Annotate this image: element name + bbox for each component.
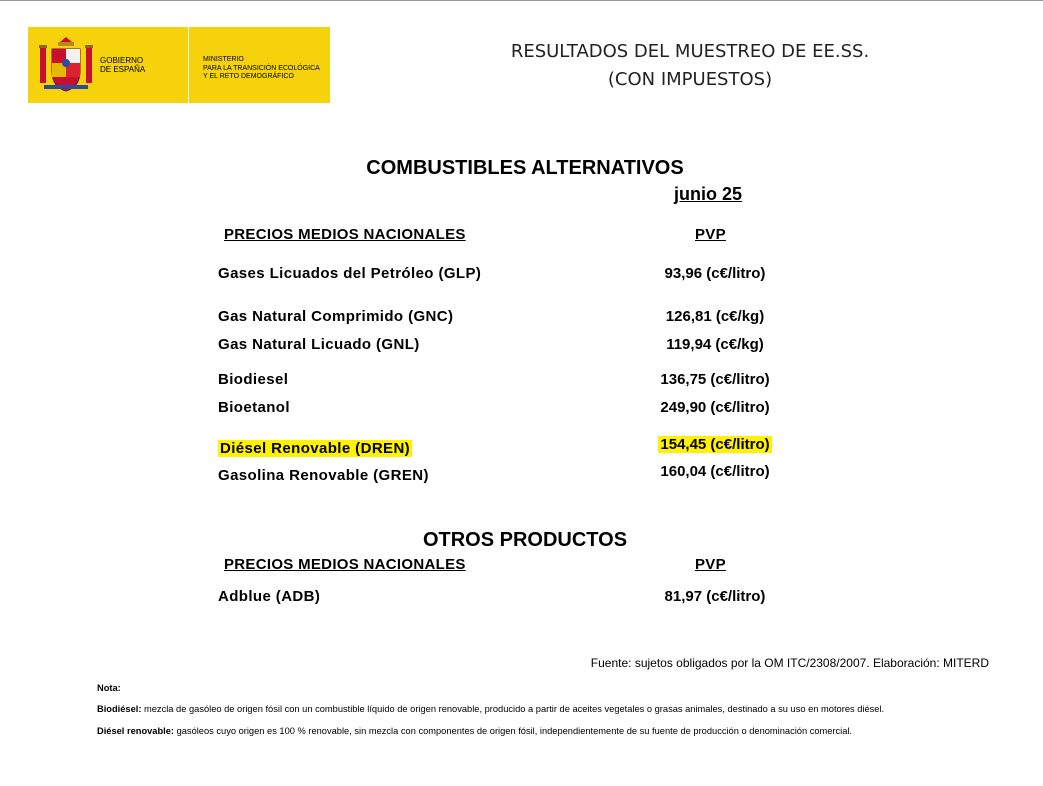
row-biodiesel-value: 136,75 (c€/litro) bbox=[660, 371, 770, 388]
row-dren-value-highlight: 154,45 (c€/litro) bbox=[660, 436, 770, 453]
report-title: RESULTADOS DEL MUESTREO DE EE.SS. bbox=[510, 41, 870, 62]
note-dren bbox=[97, 726, 852, 736]
government-text bbox=[100, 56, 145, 74]
row-adblue-label: Adblue (ADB) bbox=[218, 588, 321, 605]
note-title-text: Nota: bbox=[97, 683, 121, 693]
row-adblue-value: 81,97 (c€/litro) bbox=[664, 588, 766, 605]
row-biodiesel-label: Biodiesel bbox=[218, 371, 289, 388]
row-glp-label: Gases Licuados del Petróleo (GLP) bbox=[218, 265, 482, 282]
otros-col-pvp: PVP bbox=[695, 556, 726, 573]
alternativos-title: COMBUSTIBLES ALTERNATIVOS bbox=[366, 157, 684, 179]
row-gnc-value: 126,81 (c€/kg) bbox=[665, 308, 765, 325]
row-gnl-value: 119,94 (c€/kg) bbox=[666, 336, 764, 353]
gov-line-2: DE ESPAÑA bbox=[100, 65, 146, 74]
logo-divider bbox=[188, 27, 189, 103]
row-gnl-label: Gas Natural Licuado (GNL) bbox=[218, 336, 420, 353]
row-gren-value: 160,04 (c€/litro) bbox=[660, 463, 770, 480]
otros-title: OTROS PRODUCTOS bbox=[422, 529, 628, 551]
note-biodiesel-term: Biodiésel: bbox=[97, 704, 142, 714]
row-dren-label-highlight: Diésel Renovable (DREN) bbox=[220, 440, 411, 457]
ministry-line-1: MINISTERIO bbox=[203, 56, 244, 63]
note-dren-text: gasóleos cuyo origen es 100 % renovable, sin mezcla con componentes de origen fósil, independientemente de su fuente de producción o denominación comercial. bbox=[174, 726, 853, 736]
row-glp-value: 93,96 (c€/litro) bbox=[664, 265, 766, 282]
coat-of-arms-icon bbox=[36, 33, 96, 97]
row-gnc-label: Gas Natural Comprimido (GNC) bbox=[218, 308, 454, 325]
top-border bbox=[0, 0, 1043, 1]
note-title bbox=[97, 683, 121, 693]
government-logo bbox=[28, 27, 330, 103]
alternativos-col-pvp: PVP bbox=[695, 226, 726, 243]
row-gren-label: Gasolina Renovable (GREN) bbox=[218, 467, 429, 484]
ministry-line-3: Y EL RETO DEMOGRÁFICO bbox=[203, 73, 294, 80]
otros-col-name: PRECIOS MEDIOS NACIONALES bbox=[224, 556, 466, 573]
alternativos-col-name: PRECIOS MEDIOS NACIONALES bbox=[224, 226, 466, 243]
ministry-text bbox=[203, 56, 320, 82]
source-note: Fuente: sujetos obligados por la OM ITC/2308/2007. Elaboración: MITERD bbox=[590, 656, 989, 670]
note-biodiesel bbox=[97, 704, 884, 714]
period-label: junio 25 bbox=[674, 184, 743, 204]
gov-line-1: GOBIERNO bbox=[100, 56, 144, 65]
row-dren-value bbox=[620, 436, 810, 453]
row-dren-label bbox=[218, 440, 412, 457]
note-dren-term: Diésel renovable: bbox=[97, 726, 174, 736]
report-subtitle: (CON IMPUESTOS) bbox=[607, 69, 773, 90]
row-bioetanol-value: 249,90 (c€/litro) bbox=[660, 399, 770, 416]
note-biodiesel-text: mezcla de gasóleo de origen fósil con un combustible líquido de origen renovable, producido a partir de aceites vegetales o grasas animales, destinado a su uso en motores diésel. bbox=[141, 704, 885, 714]
ministry-line-2: PARA LA TRANSICIÓN ECOLÓGICA bbox=[203, 64, 320, 72]
row-bioetanol-label: Bioetanol bbox=[218, 399, 290, 416]
